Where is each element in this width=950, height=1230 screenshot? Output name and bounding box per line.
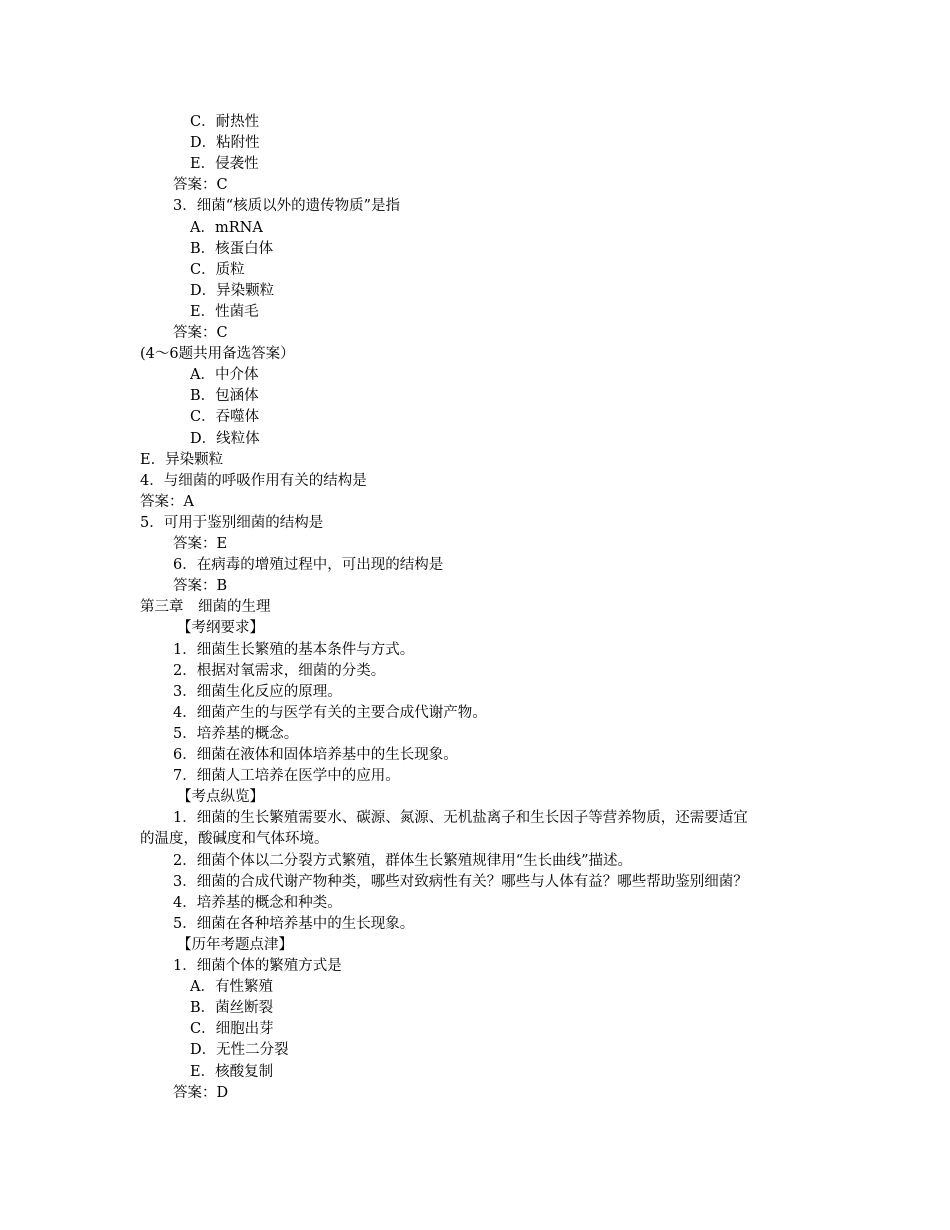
text-line: 答案：B <box>173 578 228 595</box>
text-line: 3．细菌生化反应的原理。 <box>173 683 342 700</box>
text-line: A．有性繁殖 <box>190 979 273 996</box>
text-line: 答案：C <box>173 325 228 341</box>
text-line: C．质粒 <box>190 261 245 278</box>
text-line: 2．细菌个体以二分裂方式繁殖，群体生长繁殖规律用“生长曲线”描述。 <box>173 852 633 869</box>
text-line: 2．根据对氧需求，细菌的分类。 <box>173 662 386 679</box>
text-line: 4．与细菌的呼吸作用有关的结构是 <box>140 472 367 489</box>
text-line: B．菌丝断裂 <box>190 1000 274 1017</box>
text-line: 4．培养基的概念和种类。 <box>173 894 342 911</box>
text-line: 答案：E <box>173 536 228 552</box>
text-line: B．核蛋白体 <box>190 240 274 257</box>
text-line: C．细胞出芽 <box>190 1021 274 1038</box>
text-line: C．耐热性 <box>190 114 260 130</box>
text-line: E．侵袭性 <box>190 156 259 173</box>
text-line: 3．细菌的合成代谢产物种类，哪些对致病性有关？哪些与人体有益？哪些帮助鉴别细菌？ <box>173 873 748 890</box>
text-line: 1．细菌的生长繁殖需要水、碳源、氮源、无机盐离子和生长因子等营养物质，还需要适宜 <box>173 810 748 827</box>
text-line: D．线粒体 <box>190 430 260 447</box>
text-line: D．异染颗粒 <box>190 282 275 299</box>
text-line: 答案：A <box>140 493 194 510</box>
text-line: 【考点纵览】 <box>177 789 264 806</box>
text-line: 6．在病毒的增殖过程中，可出现的结构是 <box>173 557 444 574</box>
text-line: 5．可用于鉴别细菌的结构是 <box>140 514 324 531</box>
text-line: 3．细菌“核质以外的遗传物质”是指 <box>173 198 401 215</box>
text-line: A．中介体 <box>190 367 259 384</box>
text-line: 7．细菌人工培养在医学中的应用。 <box>173 768 400 785</box>
text-line: D．粘附性 <box>190 135 260 152</box>
text-line: 5．细菌在各种培养基中的生长现象。 <box>173 915 415 932</box>
text-line: 【考纲要求】 <box>177 620 264 637</box>
text-line: A．mRNA <box>190 219 263 236</box>
text-line: 6．细菌在液体和固体培养基中的生长现象。 <box>173 747 458 763</box>
text-line: 的温度，酸碱度和气体环境。 <box>140 831 329 848</box>
text-line: 5．培养基的概念。 <box>173 725 299 742</box>
text-line: 1．细菌个体的繁殖方式是 <box>173 958 342 974</box>
text-line: E．核酸复制 <box>190 1063 274 1080</box>
text-line: (4～6题共用备选答案） <box>140 346 295 363</box>
text-line: B．包涵体 <box>190 388 259 405</box>
text-line: 答案：D <box>173 1084 229 1101</box>
text-line: 4．细菌产生的与医学有关的主要合成代谢产物。 <box>173 704 487 721</box>
text-line: C．吞噬体 <box>190 409 260 426</box>
text-line: 答案：C <box>173 177 228 194</box>
text-line: 1．细菌生长繁殖的基本条件与方式。 <box>173 641 415 658</box>
text-line: 第三章 细菌的生理 <box>140 599 271 616</box>
text-line: 【历年考题点津】 <box>177 936 293 953</box>
text-line: E．性菌毛 <box>190 303 259 320</box>
text-line: E．异染颗粒 <box>140 451 224 468</box>
text-line: D．无性二分裂 <box>190 1042 289 1059</box>
